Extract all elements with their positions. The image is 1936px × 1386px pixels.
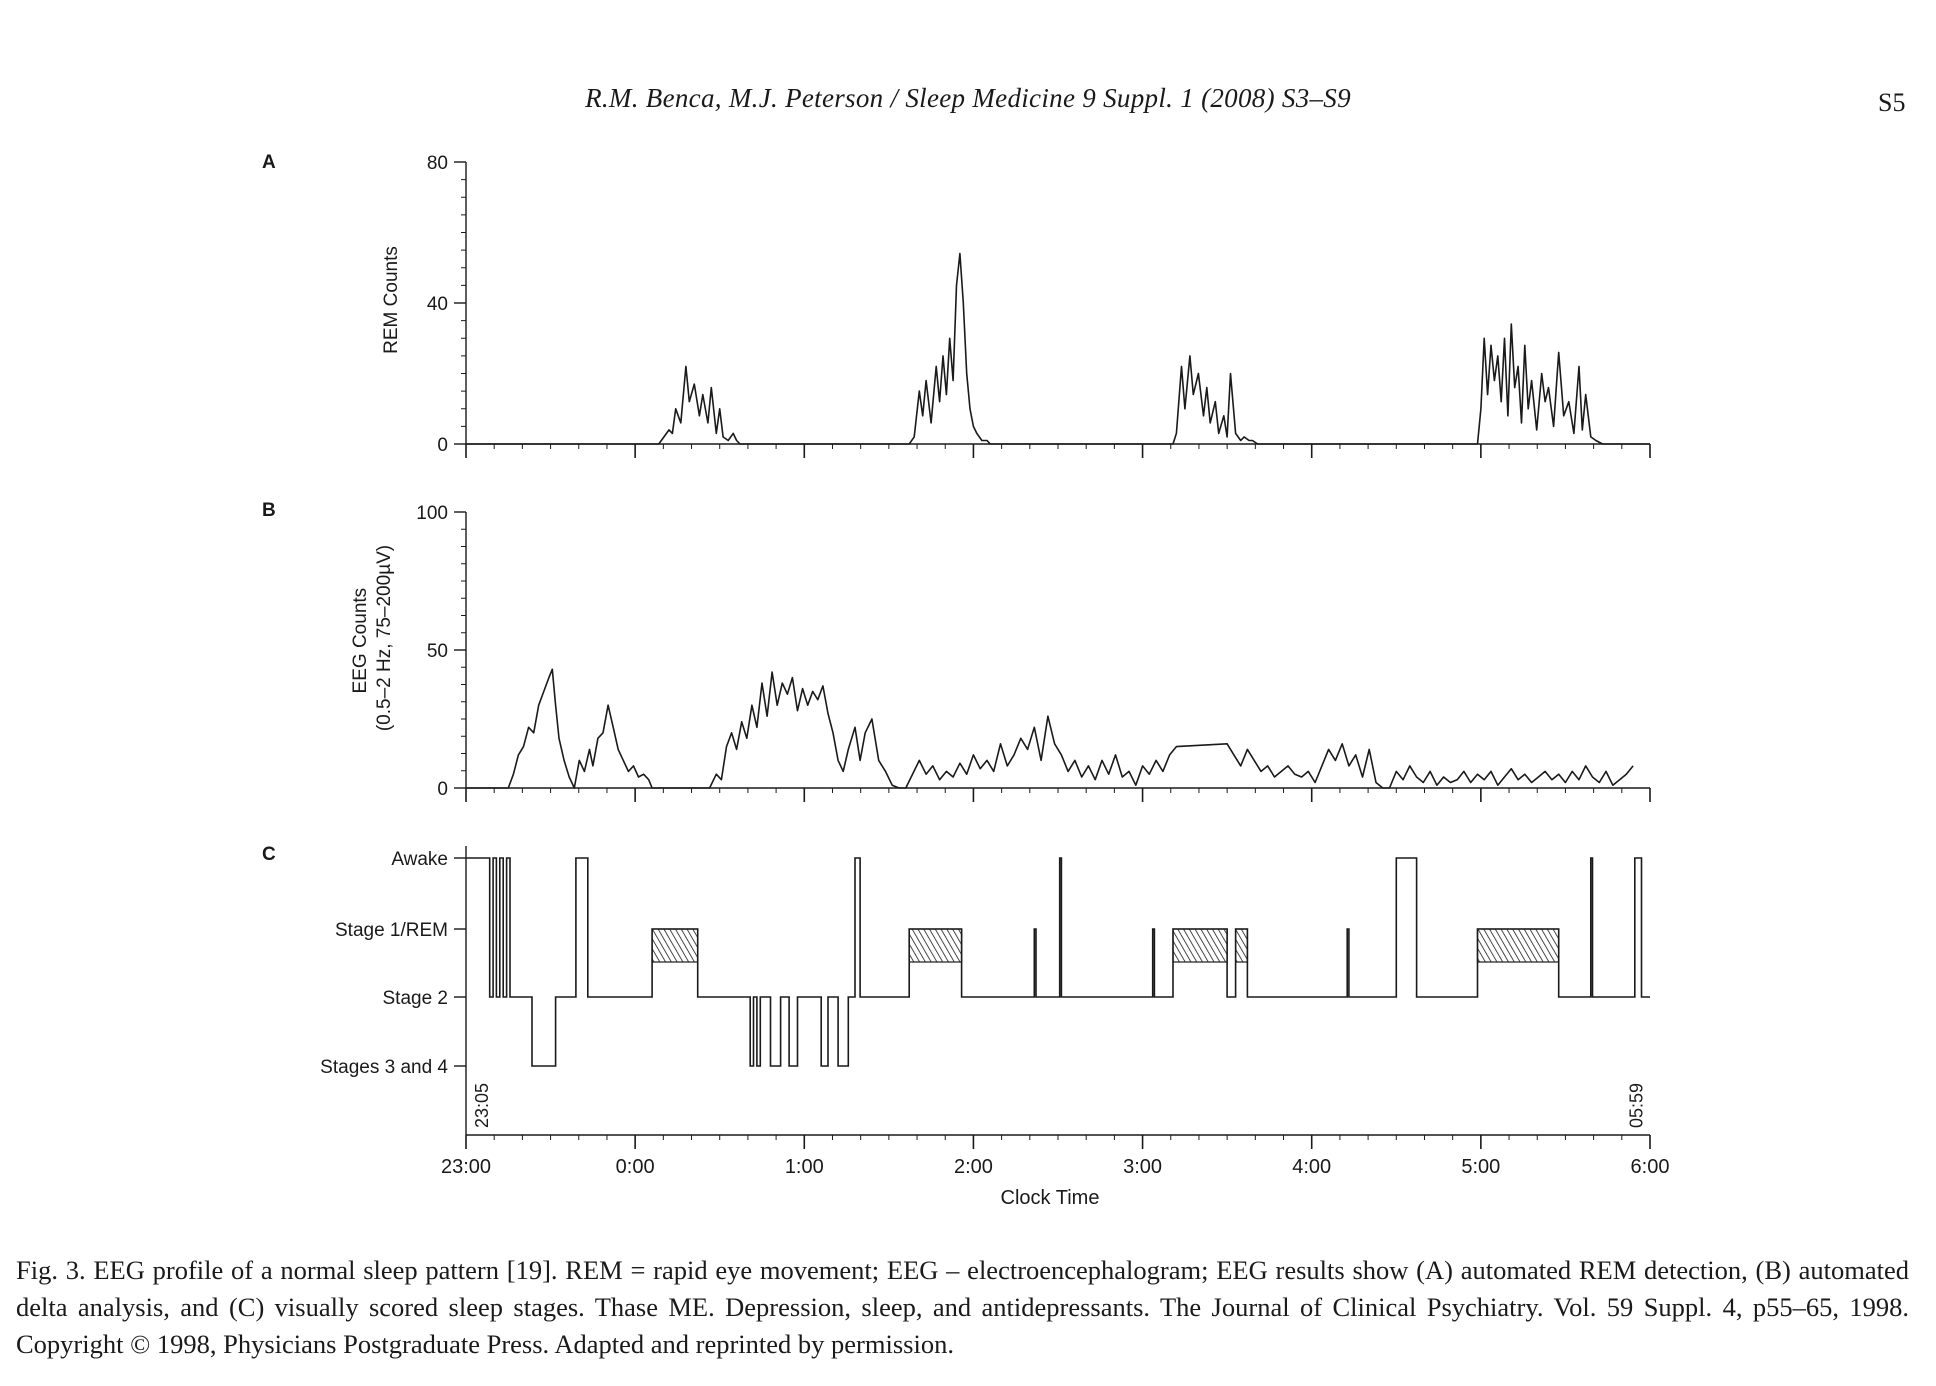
- panel-a-y-tick-label: 0: [437, 435, 448, 456]
- stage-label: Stages 3 and 4: [320, 1057, 448, 1078]
- figure-caption: Fig. 3. EEG profile of a normal sleep pattern [19]. REM = rapid eye movement; EEG – electroencephalogram; EEG results show (A) automated REM detection, (B) automated delta analysis, and (C) visually scored sleep stages. Thase ME. Depression, sleep, and antidepressants. The Journal of Clinical Psychiatry. Vol. 59 Suppl. 4, p55–65, 1998. Copyright © 1998, Physicians Postgraduate Press. Adapted and reprinted by permission.: [16, 1255, 1909, 1359]
- panel-b-letter: B: [262, 500, 276, 521]
- panel-b-ylabel-line1: EEG Counts: [350, 587, 371, 694]
- rem-hatched-block: [1173, 929, 1227, 962]
- end-time-label: 05:59: [1626, 1082, 1647, 1128]
- x-tick-label: 4:00: [1292, 1156, 1332, 1178]
- rem-hatched-block: [909, 929, 961, 962]
- x-tick-label: 6:00: [1630, 1156, 1670, 1178]
- panel-b-y-tick-label: 50: [426, 641, 448, 662]
- running-head: R.M. Benca, M.J. Peterson / Sleep Medicine 9 Suppl. 1 (2008) S3–S9: [585, 83, 1351, 113]
- x-tick-label: 0:00: [615, 1156, 655, 1178]
- panel-b-y-tick-label: 100: [416, 503, 448, 524]
- panel-a-y-tick-label: 40: [426, 294, 448, 315]
- panel-a-y-tick-label: 80: [426, 153, 448, 174]
- panel-a-ylabel: REM Counts: [381, 246, 402, 354]
- panel-b-y-tick-label: 0: [437, 779, 448, 800]
- panel-a-letter: A: [262, 152, 276, 173]
- rem-hatched-block: [1236, 929, 1248, 962]
- panel-b-ylabel-line2: (0.5–2 Hz, 75–200µV): [374, 544, 395, 732]
- start-time-label: 23:05: [472, 1082, 492, 1128]
- panel-b-plot: [416, 503, 1650, 802]
- rem-hatched-block: [1477, 929, 1558, 962]
- x-tick-label: 1:00: [784, 1156, 824, 1178]
- panel-b-series-line: [466, 669, 1633, 788]
- x-tick-label: 5:00: [1461, 1156, 1501, 1178]
- panel-a-plot: [427, 153, 1650, 458]
- page-number: S5: [1878, 88, 1906, 117]
- x-tick-label: 23:00: [440, 1156, 492, 1178]
- rem-hatched-block: [652, 929, 698, 962]
- x-tick-label: 3:00: [1123, 1156, 1163, 1178]
- panel-c-xlabel: Clock Time: [1000, 1187, 1100, 1209]
- x-tick-label: 2:00: [953, 1156, 993, 1178]
- panel-c-plot: [320, 846, 1669, 1178]
- panel-c-letter: C: [262, 844, 276, 865]
- stage-label: Stage 2: [382, 988, 448, 1009]
- stage-label: Awake: [391, 849, 448, 870]
- hypnogram-line: [466, 858, 1650, 1066]
- panel-a-series-line: [466, 254, 1650, 444]
- panel-b-ylabel: [350, 545, 395, 731]
- stage-label: Stage 1/REM: [335, 920, 448, 941]
